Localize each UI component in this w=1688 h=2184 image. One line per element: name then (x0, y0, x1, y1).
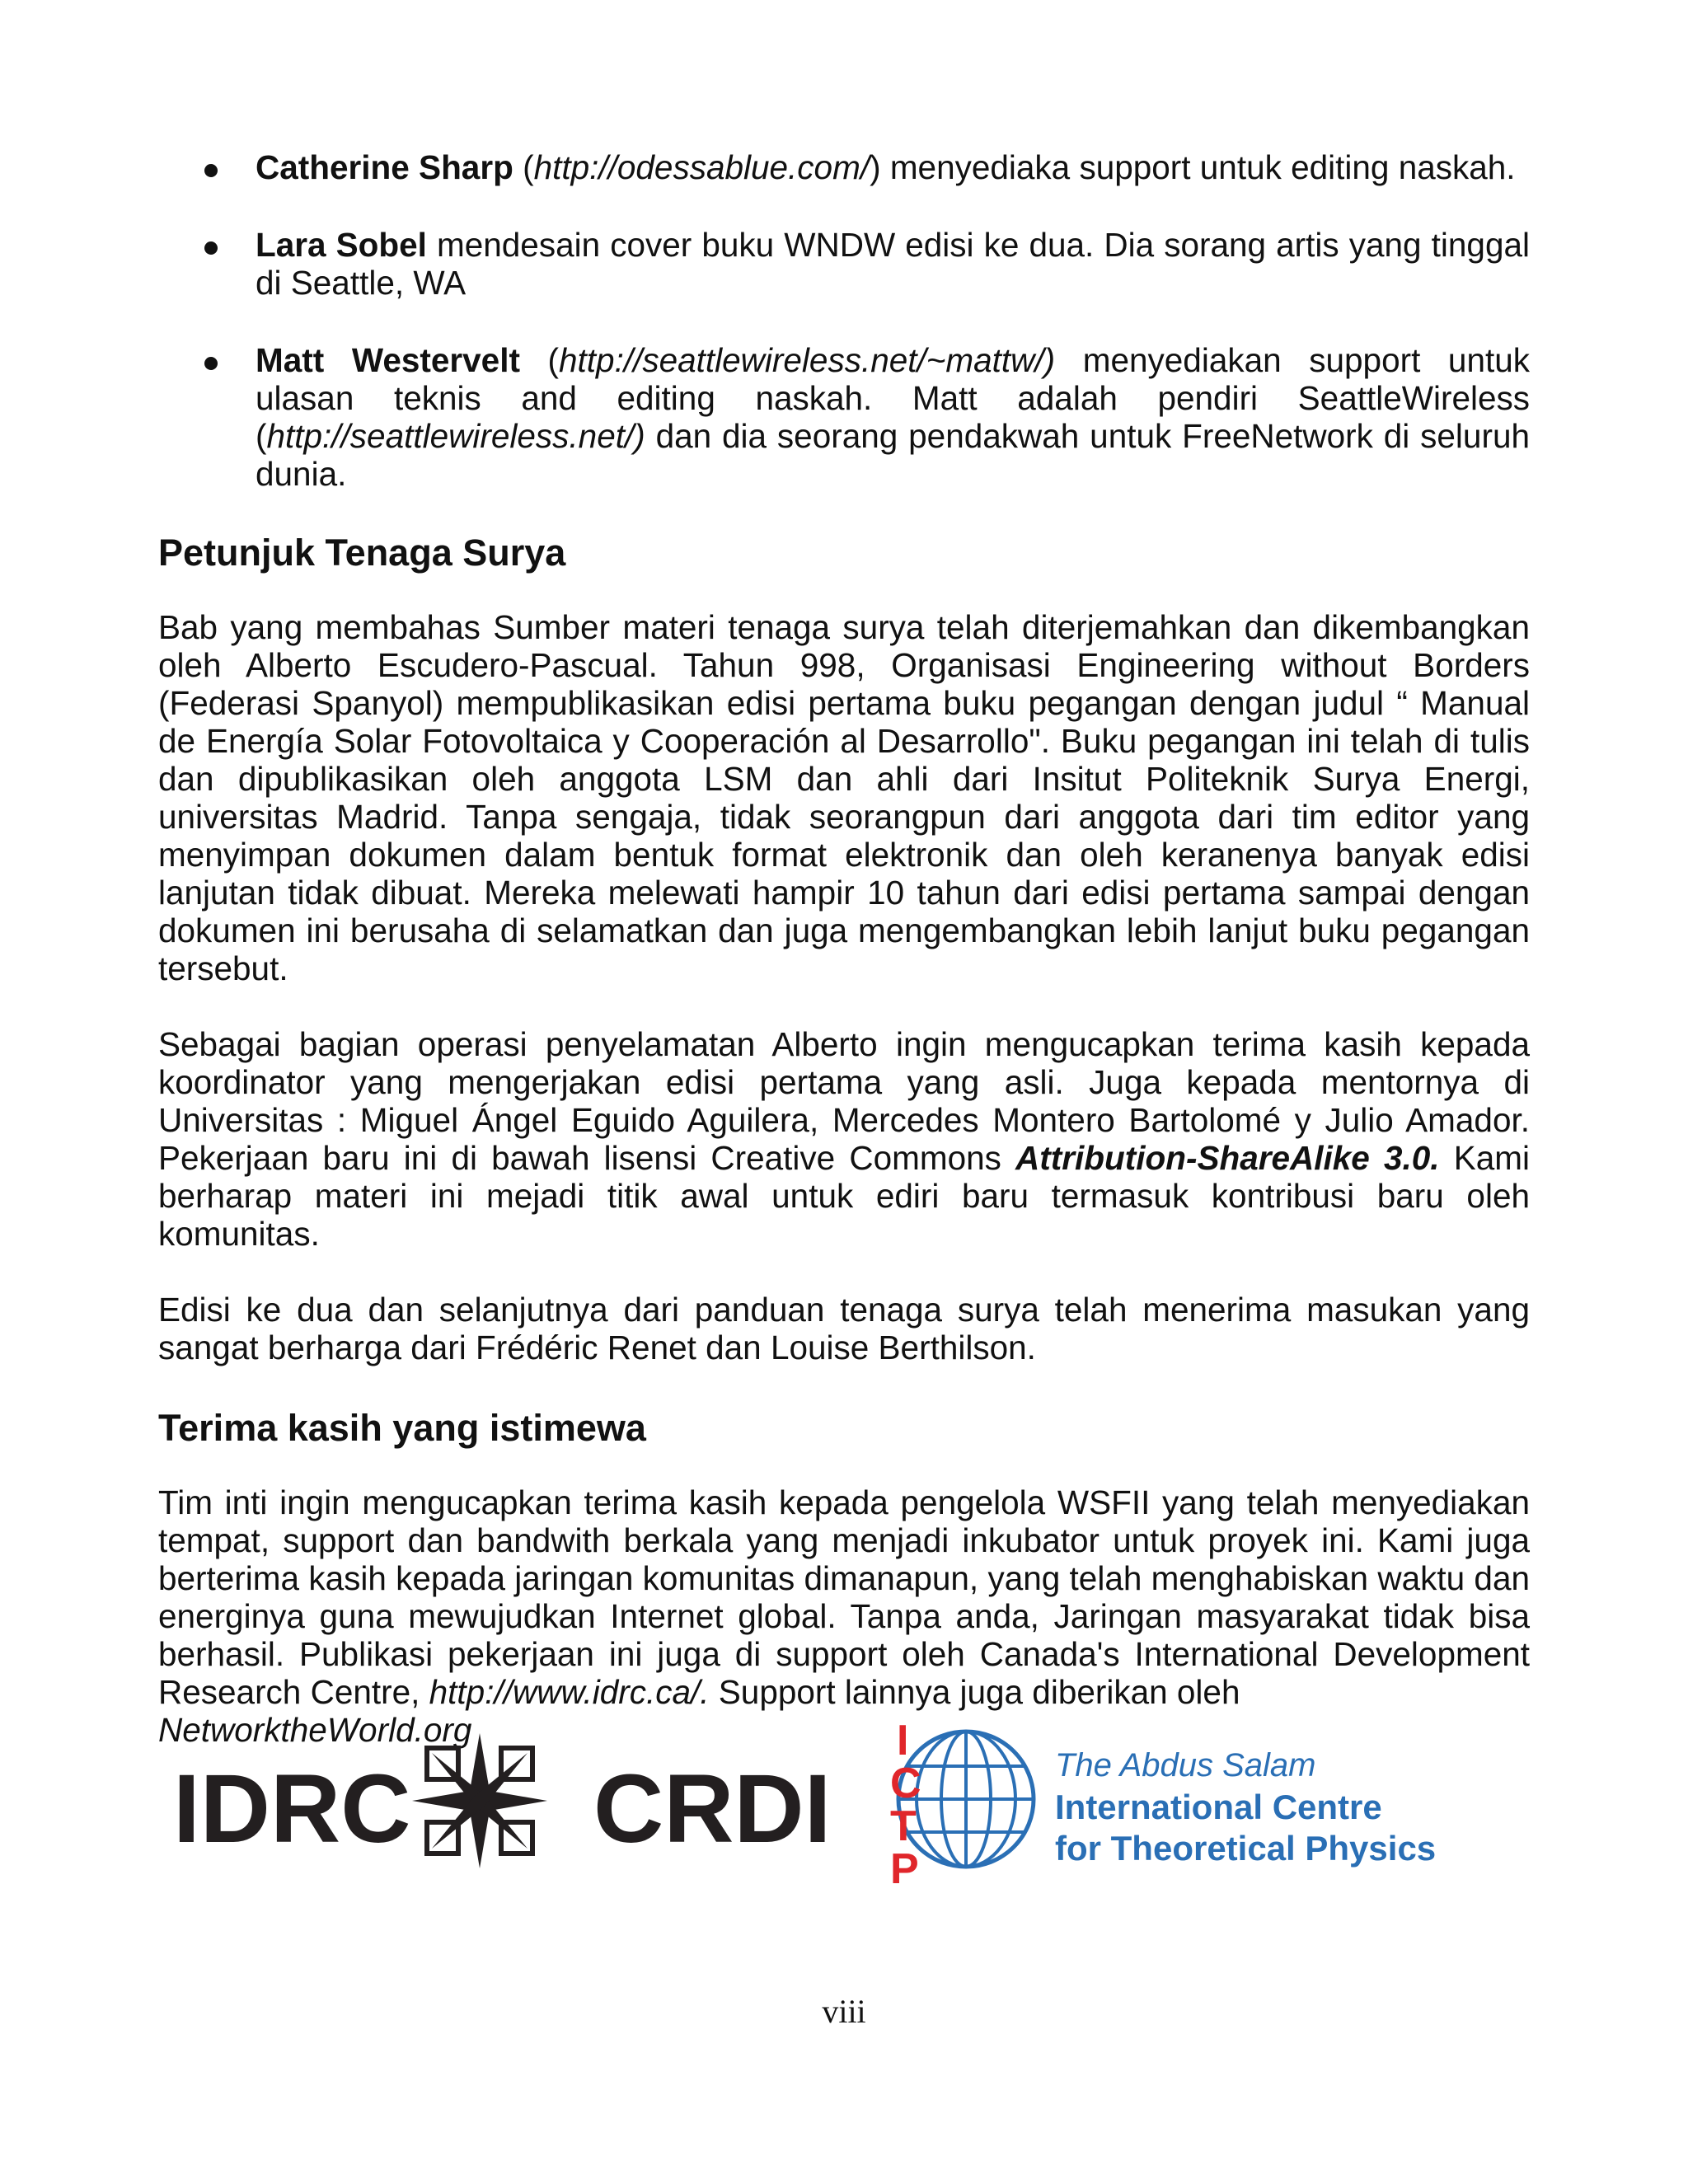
idrc-star-icon (412, 1733, 547, 1868)
ictp-letter: C (890, 1760, 921, 1807)
list-item: Matt Westervelt (http://seattlewireless.net/~mattw/) menyediakan support untuk ulasan teknis and editing naskah. Matt adalah pendiri SeattleWireless (http://seattlewireless.net/) dan dia seorang pendakwah untuk FreeNetwork di seluruh dunia. (158, 341, 1530, 493)
list-item: Lara Sobel mendesain cover buku WNDW edisi ke dua. Dia sorang artis yang tinggal di Seattle, WA (158, 226, 1530, 302)
credit-url[interactable]: http://seattlewireless.net/) (266, 417, 645, 455)
section-heading-solar: Petunjuk Tenaga Surya (158, 532, 566, 574)
ictp-letters (890, 1718, 921, 1891)
license-name: Attribution-ShareAlike 3.0. (1015, 1139, 1440, 1177)
ictp-letter: T (890, 1802, 917, 1850)
bullet-icon (204, 357, 218, 370)
credits-list (158, 148, 1530, 493)
sponsor-logos (173, 1718, 1492, 1891)
paragraph: Tim inti ingin mengucapkan terima kasih kepada pengelola WSFII yang telah menyediakan tempat, support dan bandwith berkala yang menjadi inkubator untuk proyek ini. Kami juga berterima kasih kepada jaringan komunitas dimanapun, yang telah menghabiskan waktu dan energinya guna mewujudkan Internet global. Tanpa anda, Jaringan masyarakat tidak bisa berhasil. Publikasi pekerjaan ini juga di support oleh Canada's International Development Research Centre, http://www.idrc.ca/. Support lainnya juga diberikan oleh NetworktheWorld.org (158, 1483, 1530, 1749)
bullet-icon (204, 241, 218, 255)
credit-name: Matt Westervelt (256, 341, 520, 379)
paragraph: Sebagai bagian operasi penyelamatan Alberto ingin mengucapkan terima kasih kepada koordinator yang mengerjakan edisi pertama yang asli. Juga kepada mentornya di Universitas : Miguel Ángel Eguido Aguilera, Mercedes Montero Bartolomé y Julio Amador. Pekerjaan baru ini di bawah lisensi Creative Commons Attribution-ShareAlike 3.0. Kami berharap materi ini mejadi titik awal untuk ediri baru termasuk kontribusi baru oleh komunitas. (158, 1025, 1530, 1253)
ictp-line3: for Theoretical Physics (1055, 1829, 1437, 1868)
paragraph: Edisi ke dua dan selanjutnya dari panduan tenaga surya telah menerima masukan yang sangat berharga dari Frédéric Renet dan Louise Berthilson. (158, 1291, 1530, 1366)
ictp-letter: I (897, 1718, 909, 1765)
ictp-logo (890, 1718, 1436, 1891)
ictp-line1: The Abdus Salam (1055, 1747, 1316, 1783)
crdi-text: CRDI (593, 1755, 832, 1863)
idrc-crdi-logo (173, 1733, 831, 1868)
ictp-letter: P (890, 1845, 919, 1891)
idrc-text: IDRC (173, 1755, 411, 1863)
ictp-line2: International Centre (1055, 1788, 1382, 1826)
credit-url[interactable]: http://seattlewireless.net/~mattw/) (559, 341, 1056, 379)
page-content (158, 148, 1530, 1749)
list-item: Catherine Sharp (http://odessablue.com/) menyediaka support untuk editing naskah. (158, 148, 1530, 186)
org-name: NetworktheWorld.org (158, 1711, 472, 1749)
credit-name: Catherine Sharp (256, 148, 513, 186)
section-heading-thanks: Terima kasih yang istimewa (158, 1407, 646, 1449)
credit-url[interactable]: http://odessablue.com/ (533, 148, 870, 186)
bullet-icon (204, 164, 218, 177)
credit-name: Lara Sobel (256, 226, 427, 264)
page-number: viii (822, 1993, 866, 2030)
paragraph: Bab yang membahas Sumber materi tenaga surya telah diterjemahkan dan dikembangkan oleh Alberto Escudero-Pascual. Tahun 998, Organisasi Engineering without Borders (Federasi Spanyol) mempublikasikan edisi pertama buku pegangan dengan judul “ Manual de Energía Solar Fotovoltaica y Cooperación al Desarrollo". Buku pegangan ini telah di tulis dan dipublikasikan oleh anggota LSM dan ahli dari Insitut Politeknik Surya Energi, universitas Madrid. Tanpa sengaja, tidak seorangpun dari anggota dari tim editor yang menyimpan dokumen dalam bentuk format elektronik dan oleh keranenya banyak edisi lanjutan tidak dibuat. Mereka melewati hampir 10 tahun dari edisi pertama sampai dengan dokumen ini berusaha di selamatkan dan juga mengembangkan lebih lanjut buku pegangan tersebut. (158, 608, 1530, 987)
idrc-url[interactable]: http://www.idrc.ca/. (429, 1673, 710, 1711)
